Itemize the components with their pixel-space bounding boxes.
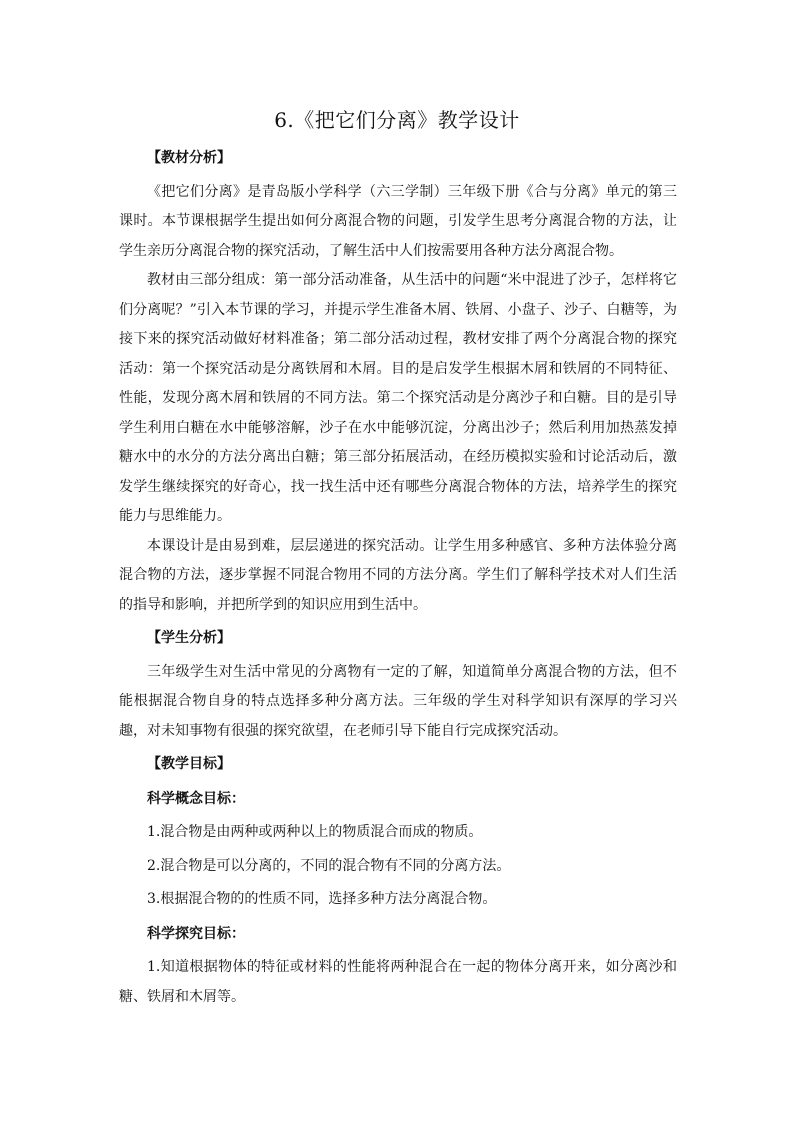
list-item: 3.根据混合物的的性质不同，选择多种方法分离混合物。 (147, 891, 497, 907)
section-heading-students: 【学生分析】 (147, 630, 231, 646)
subheading-inquiry-goals: 科学探究目标： (147, 925, 245, 942)
subheading-concept-goals: 科学概念目标： (147, 790, 245, 807)
paragraph: 本课设计是由易到难，层层递进的探究活动。让学生用多种感官、多种方法体验分离混合物的方法，逐步掌握不同混合物用不同的方法分离。学生们了解科学技术对人们生活的指导和影响，并把所学到的知识应用到生活中。 (119, 537, 677, 613)
section-heading-textbook: 【教材分析】 (147, 150, 231, 166)
document-title: 6.《把它们分离》教学设计 (274, 108, 520, 132)
list-item: 1.混合物是由两种或两种以上的物质混合而成的物质。 (147, 824, 483, 840)
section-heading-goals: 【教学目标】 (147, 756, 231, 772)
paragraph: 三年级学生对生活中常见的分离物有一定的了解，知道简单分离混合物的方法，但不能根据混合物自身的特点选择多种分离方法。三年级的学生对科学知识有深厚的学习兴趣，对未知事物有很强的探究欲望，在老师引导下能自行完成探究活动。 (119, 663, 677, 739)
document-body (119, 144, 677, 1012)
paragraph: 教材由三部分组成：第一部分活动准备，从生活中的问题“米中混进了沙子，怎样将它们分离呢？”引入本节课的学习，并提示学生准备木屑、铁屑、小盘子、沙子、白糖等，为接下来的探究活动做好材料准备；第二部分活动过程，教材安排了两个分离混合物的探究活动：第一个探究活动是分离铁屑和木屑。目的是启发学生根据木屑和铁屑的不同特征、性能，发现分离木屑和铁屑的不同方法。第二个探究活动是分离沙子和白糖。目的是引导学生利用白糖在水中能够溶解，沙子在水中能够沉淀，分离出沙子；然后利用加热蒸发掉糖水中的水分的方法分离出白糖；第三部分拓展活动，在经历模拟实验和讨论活动后，激发学生继续探究的好奇心，找一找生活中还有哪些分离混合物体的方法，培养学生的探究能力与思维能力。 (119, 272, 677, 524)
paragraph: 《把它们分离》是青岛版小学科学（六三学制）三年级下册《合与分离》单元的第三课时。本节课根据学生提出如何分离混合物的问题，引发学生思考分离混合物的方法，让学生亲历分离混合物的探究活动，了解生活中人们按需要用各种方法分离混合物。 (119, 183, 677, 259)
list-item: 1.知道根据物体的特征或材料的性能将两种混合在一起的物体分离开来，如分离沙和糖、铁屑和木屑等。 (119, 959, 677, 1005)
list-item: 2.混合物是可以分离的，不同的混合物有不同的分离方法。 (147, 857, 511, 874)
